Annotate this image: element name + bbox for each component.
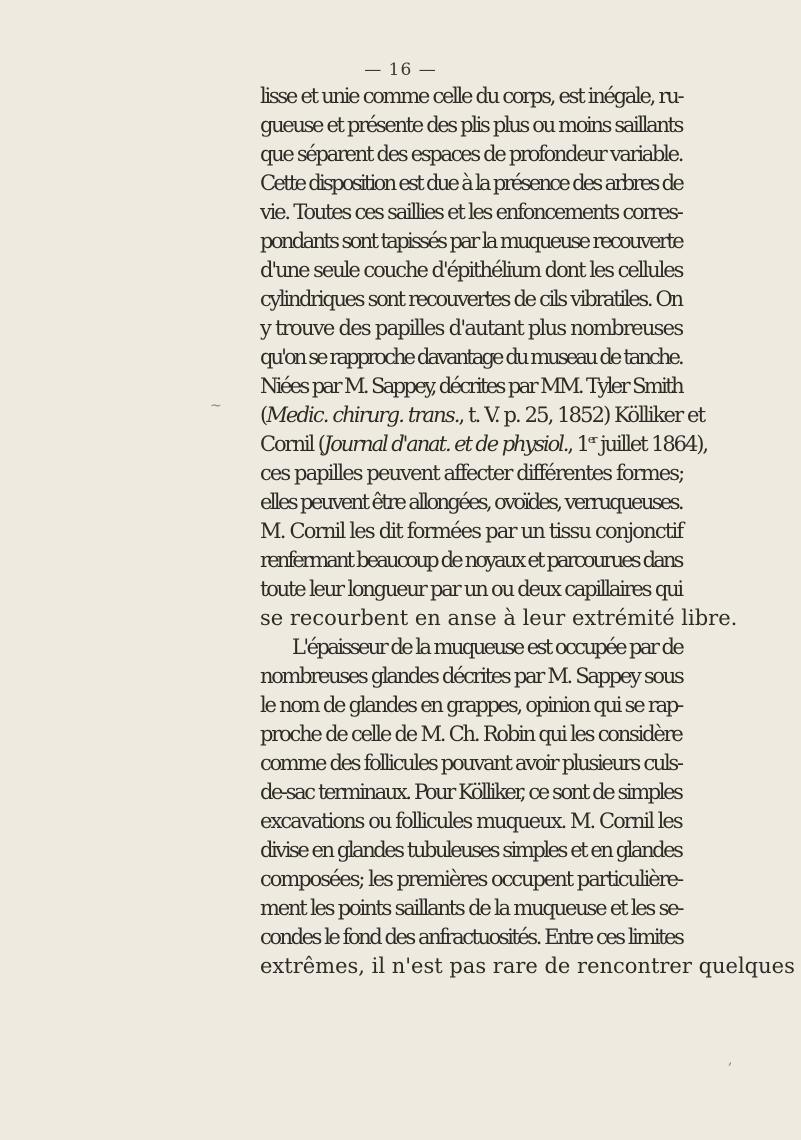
text-line: renfermant beaucoup de noyaux et parcourues dans xyxy=(260,548,682,572)
text-line: excavations ou follicules muqueux. M. Cornil les xyxy=(260,809,682,833)
text-line: de-sac terminaux. Pour Kölliker, ce sont de simples xyxy=(260,780,682,804)
text-line: extrêmes, il n'est pas rare de rencontrer quelques xyxy=(260,954,795,978)
text-line: ment les points saillants de la muqueuse et les se- xyxy=(260,896,683,920)
text-line: le nom de glandes en grappes, opinion qui se rap- xyxy=(260,693,682,717)
text-line: proche de celle de M. Ch. Robin qui les considère xyxy=(260,722,682,746)
text-line: pondants sont tapissés par la muqueuse recouverte xyxy=(260,229,683,253)
text-line: L'épaisseur de la muqueuse est occupée par de xyxy=(292,635,683,659)
text-line: nombreuses glandes décrites par M. Sappey sous xyxy=(260,664,683,688)
text-line: elles peuvent être allongées, ovoïdes, verruqueuses. xyxy=(260,490,682,514)
citation-italic: Journal d'anat. et de physiol. xyxy=(323,432,568,456)
text-segment: juillet 1864), xyxy=(595,432,707,456)
text-segment: , 1 xyxy=(567,432,588,456)
text-line: Niées par M. Sappey, décrites par MM. Tyler Smith xyxy=(260,374,683,398)
text-line xyxy=(260,401,705,429)
text-line: vie. Toutes ces saillies et les enfoncements corres- xyxy=(260,200,682,224)
text-line: Cette disposition est due à la présence des arbres de xyxy=(260,171,683,195)
text-line: ces papilles peuvent affecter différentes formes; xyxy=(260,461,684,485)
page-number: — 16 — xyxy=(364,60,437,80)
text-line: cylindriques sont recouvertes de cils vibratiles. On xyxy=(260,287,682,311)
text-line: comme des follicules pouvant avoir plusieurs culs- xyxy=(260,751,682,775)
margin-mark: ~ xyxy=(210,398,222,414)
text-line: lisse et unie comme celle du corps, est inégale, ru- xyxy=(260,84,683,108)
citation-italic: Medic. chirurg. trans. xyxy=(266,403,459,427)
text-line: d'une seule couche d'épithélium dont les cellules xyxy=(260,258,683,282)
text-line: composées; les premières occupent particulière- xyxy=(260,867,683,891)
text-line: que séparent des espaces de profondeur variable. xyxy=(260,142,683,166)
superscript: er xyxy=(587,433,596,446)
text-line: y trouve des papilles d'autant plus nombreuses xyxy=(260,316,683,340)
text-line: condes le fond des anfractuosités. Entre ces limites xyxy=(260,925,683,949)
text-segment: ( xyxy=(260,403,267,427)
text-line xyxy=(260,430,707,458)
text-line: toute leur longueur par un ou deux capillaires qui xyxy=(260,577,682,601)
text-segment: Cornil ( xyxy=(260,432,324,456)
text-line: qu'on se rapproche davantage du museau de tanche. xyxy=(260,345,682,369)
text-line: divise en glandes tubuleuses simples et en glandes xyxy=(260,838,682,862)
text-line: M. Cornil les dit formées par un tissu conjonctif xyxy=(260,519,683,543)
margin-mark: , xyxy=(728,1052,733,1068)
text-line: se recourbent en anse à leur extrémité libre. xyxy=(260,606,738,630)
text-line: gueuse et présente des plis plus ou moins saillants xyxy=(260,113,683,137)
text-segment: , t. V. p. 25, 1852) Kölliker et xyxy=(458,403,705,427)
